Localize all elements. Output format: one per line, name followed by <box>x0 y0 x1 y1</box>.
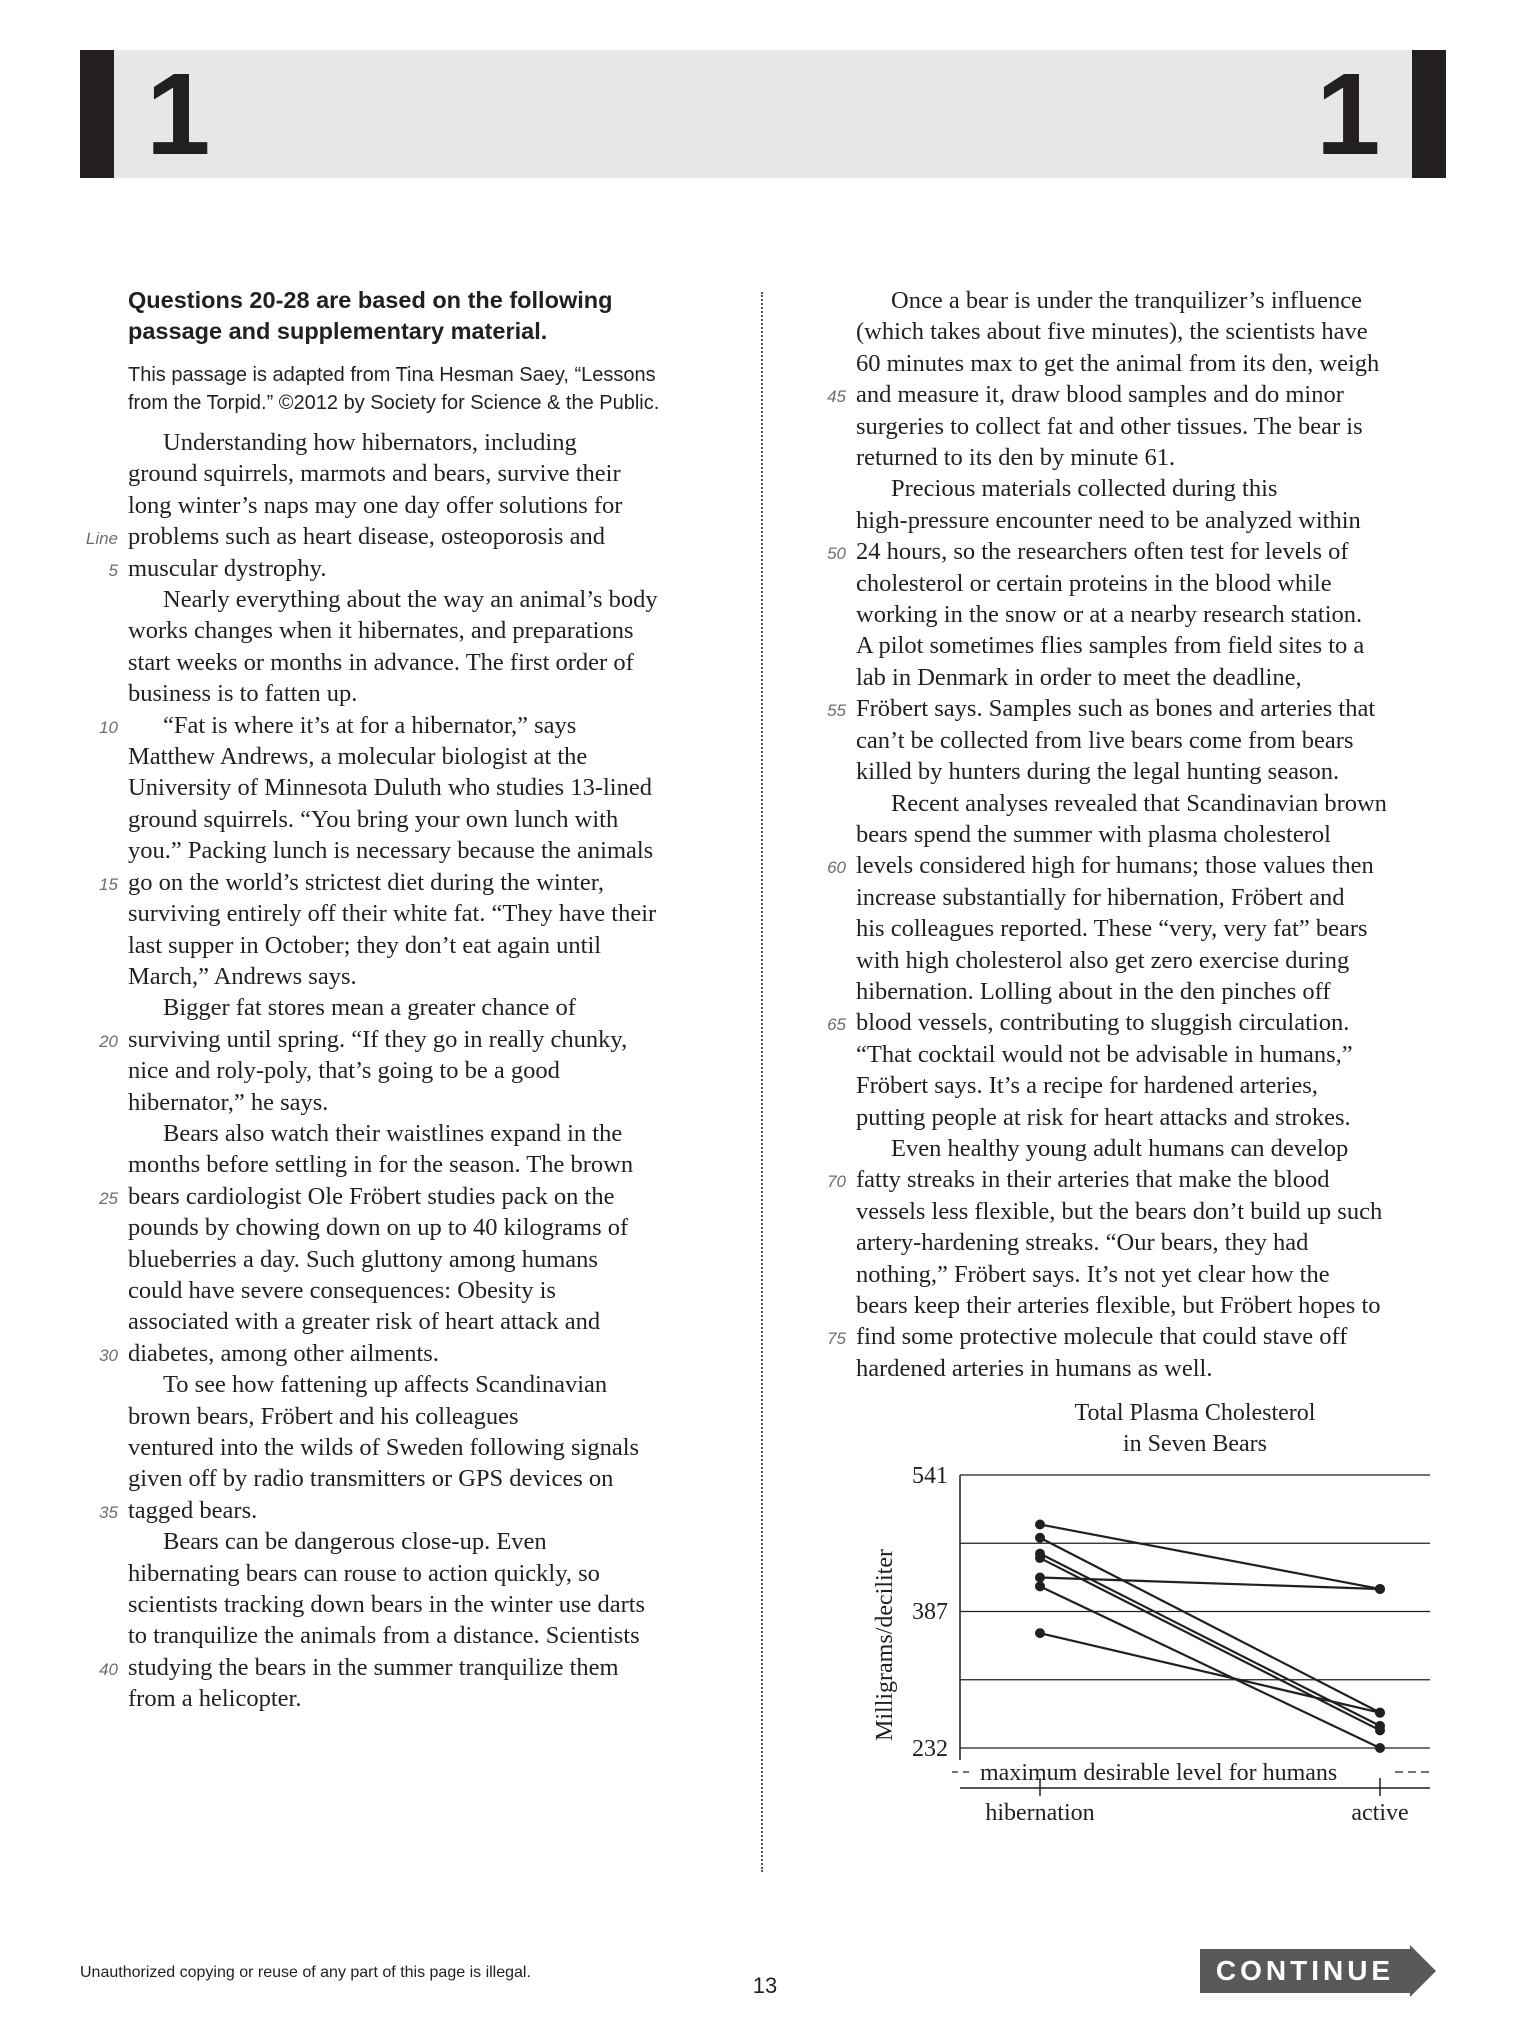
point-hibernation-bear-2 <box>1035 1533 1045 1543</box>
passage-line <box>827 850 1446 881</box>
left-column <box>85 285 728 1715</box>
line-number: 70 <box>827 1172 846 1192</box>
passage-line-text: Fröbert says. It’s a recipe for hardened arteries, <box>856 1072 1318 1100</box>
passage-line-text: you.” Packing lunch is necessary because the animals <box>128 837 654 865</box>
passage-line <box>108 553 728 584</box>
line-number: 15 <box>99 874 118 894</box>
section-number-left: 1 <box>146 49 211 179</box>
intro-heading-line: Questions 20-28 are based on the following <box>128 287 613 313</box>
passage-line-text: (which takes about five minutes), the scientists have <box>856 318 1368 346</box>
passage-line-text: “That cocktail would not be advisable in humans,” <box>856 1040 1353 1068</box>
passage-line <box>856 473 1446 504</box>
passage-line-text: high-pressure encounter need to be analyzed within <box>856 506 1361 534</box>
passage-line <box>856 725 1446 756</box>
copyright-notice: Unauthorized copying or reuse of any part of this page is illegal. <box>80 1964 531 1981</box>
point-hibernation-bear-4 <box>1035 1553 1045 1563</box>
passage-line-text: from a helicopter. <box>128 1685 302 1713</box>
reference-line-group <box>952 1760 1432 1786</box>
passage-line <box>827 536 1446 567</box>
passage-line-text: Fröbert says. Samples such as bones and arteries that <box>856 695 1376 723</box>
passage-line-text: levels considered high for humans; those values then <box>856 852 1374 880</box>
passage-line <box>128 584 728 615</box>
passage-left-text <box>85 427 728 1715</box>
passage-line-text: putting people at risk for heart attacks and strokes. <box>856 1103 1351 1131</box>
passage-line-text: blood vessels, contributing to sluggish circulation. <box>856 1009 1350 1037</box>
passage-line-text: tagged bears. <box>128 1496 258 1524</box>
passage-line <box>128 458 728 489</box>
passage-line-text: hardened arteries in humans as well. <box>856 1354 1213 1382</box>
y-tick-label: 541 <box>912 1463 948 1489</box>
passage-line-text: diabetes, among other ailments. <box>128 1339 439 1367</box>
x-tick-label-hibernation: hibernation <box>985 1800 1095 1826</box>
passage-line <box>856 411 1446 442</box>
passage-line <box>128 1620 728 1651</box>
section-header-right-bar <box>1412 50 1446 178</box>
passage-line <box>856 788 1446 819</box>
passage-line-text: muscular dystrophy. <box>128 554 327 582</box>
passage-line <box>128 1463 728 1494</box>
passage-line-text: can’t be collected from live bears come from bears <box>856 726 1354 754</box>
line-number: 20 <box>99 1031 118 1051</box>
passage-line <box>827 1007 1446 1038</box>
passage-line <box>99 710 728 741</box>
passage-line-text: with high cholesterol also get zero exercise during <box>856 946 1350 974</box>
reference-line-label: maximum desirable level for humans <box>980 1760 1338 1786</box>
y-axis-label: Milligrams/deciliter <box>872 1549 898 1741</box>
passage-line-text: artery-hardening streaks. “Our bears, they had <box>856 1229 1309 1257</box>
passage-line <box>128 1306 728 1337</box>
line-number: 40 <box>99 1659 118 1679</box>
passage-line-text: nothing,” Fröbert says. It’s not yet clear how the <box>856 1260 1330 1288</box>
source-line: from the Torpid.” ©2012 by Society for Science & the Public. <box>128 392 660 414</box>
passage-line <box>827 1321 1446 1352</box>
passage-line-text: Nearly everything about the way an animal’s body <box>163 586 658 614</box>
passage-line <box>856 1353 1446 1384</box>
passage-line-text: surgeries to collect fat and other tissues. The bear is <box>856 412 1363 440</box>
passage-line <box>856 348 1446 379</box>
passage-line <box>128 898 728 929</box>
passage-line <box>128 1055 728 1086</box>
passage-line <box>128 1558 728 1589</box>
intro-heading-line: passage and supplementary material. <box>128 318 548 344</box>
line-number: 10 <box>99 717 118 737</box>
passage-line <box>856 882 1446 913</box>
passage-intro-heading <box>128 285 728 347</box>
passage-line <box>128 1244 728 1275</box>
passage-line <box>128 930 728 961</box>
continue-button[interactable] <box>1200 1945 1436 1997</box>
passage-line <box>856 913 1446 944</box>
point-hibernation-bear-7 <box>1035 1628 1045 1638</box>
passage-line-text: To see how fattening up affects Scandinavian <box>163 1371 608 1399</box>
passage-line <box>128 1401 728 1432</box>
passage-line-text: given off by radio transmitters or GPS devices on <box>128 1465 614 1493</box>
passage-line-text: hibernation. Lolling about in the den pinches off <box>856 977 1331 1005</box>
passage-line <box>128 1683 728 1714</box>
passage-source-citation <box>128 361 728 417</box>
line-number: 55 <box>827 701 846 721</box>
passage-line-text: ventured into the wilds of Sweden following signals <box>128 1434 640 1461</box>
passage-line <box>856 1039 1446 1070</box>
passage-line-text: killed by hunters during the legal hunting season. <box>856 758 1340 786</box>
continue-label: CONTINUE <box>1215 1955 1395 1986</box>
passage-line <box>85 521 728 552</box>
passage-line <box>128 1526 728 1557</box>
passage-line-text: blueberries a day. Such gluttony among humans <box>128 1245 598 1273</box>
passage-line-text: “Fat is where it’s at for a hibernator,” says <box>163 711 577 739</box>
passage-line-text: pounds by chowing down on up to 40 kilograms of <box>128 1214 629 1242</box>
passage-line-text: hibernating bears can rouse to action quickly, so <box>128 1559 600 1587</box>
chart-title-line-2: in Seven Bears <box>1123 1431 1267 1457</box>
chart-title-line-1: Total Plasma Cholesterol <box>1074 1400 1316 1426</box>
passage-line <box>856 599 1446 630</box>
passage-line-text: March,” Andrews says. <box>128 962 357 990</box>
passage-line <box>128 804 728 835</box>
series-line-bear-6 <box>1040 1586 1380 1748</box>
passage-line <box>128 1369 728 1400</box>
passage-line <box>128 1087 728 1118</box>
line-number: Line <box>85 529 118 549</box>
section-header-left-bar <box>80 50 114 178</box>
cholesterol-chart <box>850 1390 1450 1830</box>
line-number: 25 <box>99 1188 118 1208</box>
passage-line-text: to tranquilize the animals from a distance. Scientists <box>128 1622 640 1650</box>
passage-line <box>99 1024 728 1055</box>
chart-series-group <box>1035 1519 1385 1753</box>
passage-line <box>128 490 728 521</box>
passage-line <box>128 1149 728 1180</box>
page-number: 13 <box>752 1973 778 1998</box>
passage-line-text: find some protective molecule that could stave off <box>856 1323 1348 1351</box>
passage-line <box>856 945 1446 976</box>
passage-line <box>856 1133 1446 1164</box>
y-tick-label: 232 <box>912 1736 948 1762</box>
passage-line-text: fatty streaks in their arteries that make the blood <box>856 1166 1330 1194</box>
point-active-bear-5 <box>1375 1584 1385 1594</box>
passage-line-text: Bears also watch their waistlines expand in the <box>163 1119 623 1147</box>
passage-line-text: studying the bears in the summer tranquilize them <box>128 1653 619 1681</box>
passage-line <box>856 976 1446 1007</box>
passage-line-text: and measure it, draw blood samples and do minor <box>856 381 1344 409</box>
passage-line <box>128 678 728 709</box>
passage-line <box>128 427 728 458</box>
passage-line <box>856 1290 1446 1321</box>
line-number: 50 <box>827 544 846 564</box>
passage-line-text: Once a bear is under the tranquilizer’s influence <box>891 287 1362 314</box>
point-hibernation-bear-1 <box>1035 1519 1045 1529</box>
passage-line <box>128 1212 728 1243</box>
passage-line <box>827 693 1446 724</box>
series-line-bear-2 <box>1040 1538 1380 1713</box>
source-line: This passage is adapted from Tina Hesman Saey, “Lessons <box>128 364 656 386</box>
passage-line-text: business is to fatten up. <box>128 680 358 708</box>
passage-line-text: months before settling in for the season. The brown <box>128 1151 634 1179</box>
passage-line-text: ground squirrels, marmots and bears, survive their <box>128 460 621 488</box>
passage-line-text: returned to its den by minute 61. <box>856 444 1176 472</box>
passage-line-text: 60 minutes max to get the animal from its den, weigh <box>856 349 1380 377</box>
passage-line <box>99 1181 728 1212</box>
passage-line-text: working in the snow or at a nearby research station. <box>856 601 1363 629</box>
passage-line <box>128 1275 728 1306</box>
point-active-bear-6 <box>1375 1743 1385 1753</box>
passage-line <box>856 285 1446 316</box>
passage-line-text: vessels less flexible, but the bears don’t build up such <box>856 1197 1383 1225</box>
passage-line <box>128 1118 728 1149</box>
passage-line-text: works changes when it hibernates, and preparations <box>128 617 634 645</box>
passage-line <box>856 819 1446 850</box>
passage-line-text: could have severe consequences: Obesity is <box>128 1276 556 1304</box>
point-active-bear-4 <box>1375 1725 1385 1735</box>
passage-line <box>99 1338 728 1369</box>
passage-line <box>856 505 1446 536</box>
passage-line <box>128 1432 728 1463</box>
passage-line-text: ground squirrels. “You bring your own lunch with <box>128 805 619 833</box>
passage-right-text <box>827 285 1446 1384</box>
passage-line <box>856 662 1446 693</box>
y-axis-ticks <box>912 1463 948 1762</box>
passage-line <box>128 647 728 678</box>
passage-line-text: nice and roly-poly, that’s going to be a good <box>128 1057 560 1085</box>
passage-line <box>99 1652 728 1683</box>
passage-line-text: associated with a greater risk of heart attack and <box>128 1308 601 1336</box>
passage-line <box>128 992 728 1023</box>
section-number-right: 1 <box>1316 49 1381 179</box>
passage-line-text: cholesterol or certain proteins in the blood while <box>856 569 1332 597</box>
passage-line <box>856 1070 1446 1101</box>
passage-line-text: 24 hours, so the researchers often test for levels of <box>856 538 1349 566</box>
passage-line <box>128 615 728 646</box>
passage-line-text: Bigger fat stores mean a greater chance of <box>163 994 576 1022</box>
line-number: 65 <box>827 1015 846 1035</box>
x-tick-label-active: active <box>1351 1800 1409 1826</box>
passage-line-text: brown bears, Fröbert and his colleagues <box>128 1402 519 1430</box>
passage-line-text: start weeks or months in advance. The first order of <box>128 648 634 676</box>
passage-line <box>128 741 728 772</box>
point-active-bear-7 <box>1375 1708 1385 1718</box>
passage-line <box>99 1495 728 1526</box>
passage-line <box>827 1164 1446 1195</box>
passage-line-text: last supper in October; they don’t eat again until <box>128 931 602 959</box>
passage-line-text: hibernator,” he says. <box>128 1088 329 1116</box>
passage-line-text: surviving entirely off their white fat. “They have their <box>128 900 657 928</box>
passage-line <box>856 630 1446 661</box>
line-number: 30 <box>99 1345 118 1365</box>
point-hibernation-bear-6 <box>1035 1581 1045 1591</box>
passage-line <box>856 1196 1446 1227</box>
passage-line-text: lab in Denmark in order to meet the deadline, <box>856 663 1302 691</box>
passage-line <box>856 316 1446 347</box>
passage-line-text: Understanding how hibernators, including <box>163 429 577 456</box>
passage-line <box>856 568 1446 599</box>
column-divider <box>761 292 763 1872</box>
passage-line <box>856 1227 1446 1258</box>
line-number: 5 <box>108 560 118 580</box>
passage-line-text: surviving until spring. “If they go in really chunky, <box>128 1025 628 1053</box>
passage-line <box>128 772 728 803</box>
passage-line-text: Matthew Andrews, a molecular biologist at the <box>128 743 588 771</box>
point-hibernation-bear-5 <box>1035 1572 1045 1582</box>
passage-line-text: Recent analyses revealed that Scandinavian brown <box>891 789 1387 817</box>
passage-line-text: increase substantially for hibernation, Fröbert and <box>856 883 1345 911</box>
right-column <box>827 285 1446 1384</box>
passage-line <box>827 379 1446 410</box>
passage-line <box>99 867 728 898</box>
line-number: 35 <box>99 1502 118 1522</box>
line-number: 75 <box>827 1329 846 1349</box>
y-tick-label: 387 <box>912 1599 948 1626</box>
passage-line-text: his colleagues reported. These “very, very fat” bears <box>856 915 1368 943</box>
passage-line-text: bears keep their arteries flexible, but Fröbert hopes to <box>856 1292 1381 1319</box>
passage-line-text: go on the world’s strictest diet during the winter, <box>128 868 605 896</box>
passage-line <box>128 835 728 866</box>
passage-line <box>856 442 1446 473</box>
passage-line-text: scientists tracking down bears in the winter use darts <box>128 1591 646 1619</box>
passage-line-text: University of Minnesota Duluth who studies 13-lined <box>128 774 652 802</box>
section-header-band <box>80 50 1446 178</box>
passage-line <box>856 756 1446 787</box>
passage-line <box>856 1259 1446 1290</box>
passage-line-text: long winter’s naps may one day offer solutions for <box>128 491 623 519</box>
passage-line-text: bears spend the summer with plasma cholesterol <box>856 820 1331 848</box>
passage-line <box>856 1102 1446 1133</box>
passage-line-text: Bears can be dangerous close-up. Even <box>163 1528 547 1556</box>
passage-line <box>128 1589 728 1620</box>
passage-line-text: Precious materials collected during this <box>891 475 1278 503</box>
line-number: 60 <box>827 858 846 878</box>
passage-line-text: Even healthy young adult humans can develop <box>891 1134 1349 1162</box>
passage-line-text: A pilot sometimes flies samples from field sites to a <box>856 632 1365 660</box>
passage-line-text: problems such as heart disease, osteoporosis and <box>128 523 605 551</box>
passage-line-text: bears cardiologist Ole Fröbert studies pack on the <box>128 1182 615 1210</box>
passage-line <box>128 961 728 992</box>
line-number: 45 <box>827 387 846 407</box>
